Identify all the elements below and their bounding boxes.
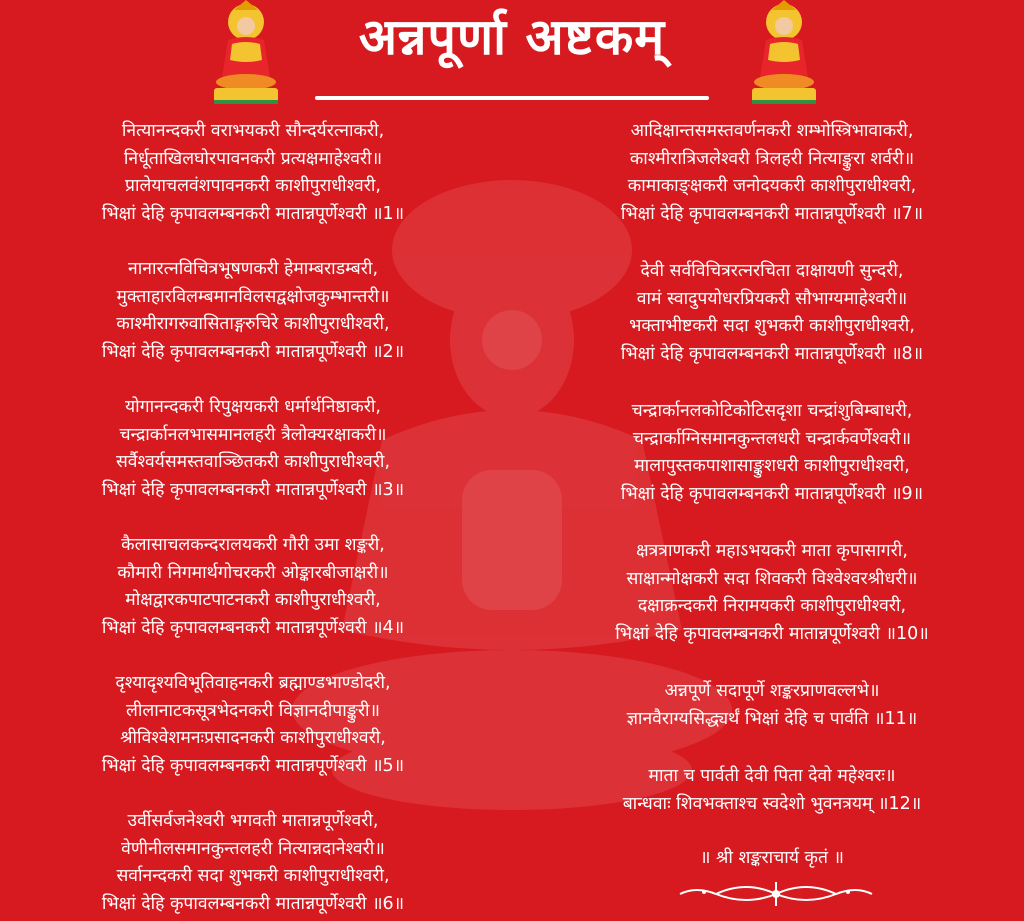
verse-line: दक्षाक्रन्दकरी निरामयकरी काशीपुराधीश्वरी,	[637, 596, 907, 616]
verse-line: भिक्षां देहि कृपावलम्बनकरी मातान्नपूर्णेश्वरी ॥7॥	[620, 203, 924, 224]
verse-line: दृश्यादृश्यविभूतिवाहनकरी ब्रह्माण्डभाण्डोदरी,	[115, 673, 391, 693]
verse-line: चन्द्रार्कानलकोटिकोटिसदृशा चन्द्रांशुबिम्बाधरी,	[631, 401, 913, 421]
verse-line: बान्धवाः शिवभक्ताश्च स्वदेशो भुवनत्रयम् ॥12॥	[622, 793, 922, 814]
verse-line: मुक्ताहारविलम्बमानविलसद्वक्षोजकुम्भान्तरी॥	[116, 286, 390, 307]
verse-line: नानारत्नविचित्रभूषणकरी हेमाम्बराडम्बरी,	[127, 259, 379, 279]
verse-line: भक्ताभीष्टकरी सदा शुभकरी काशीपुराधीश्वरी,	[629, 316, 915, 336]
verse-line: श्रीविश्वेशमनःप्रसादनकरी काशीपुराधीश्वरी,	[120, 728, 386, 748]
stanza-4	[18, 532, 488, 642]
verse-line: देवी सर्वविचित्ररत्नरचिता दाक्षायणी सुन्दरी,	[640, 261, 904, 281]
verse-line: क्षत्रत्राणकरी महाऽभयकरी माता कृपासागरी,	[636, 541, 908, 561]
author-signature: ॥ श्री शङ्कराचार्य कृतं ॥	[699, 848, 844, 868]
stanza-2	[18, 256, 488, 366]
right-column	[537, 118, 1007, 848]
verse-line: निर्धूताखिलघोरपावनकरी प्रत्यक्षमाहेश्वरी॥	[123, 148, 383, 169]
verse-line: भिक्षां देहि कृपावलम्बनकरी मातान्नपूर्णेश्वरी ॥4॥	[101, 617, 405, 638]
verse-line: लीलानाटकसूत्रभेदनकरी विज्ञानदीपाङ्कुरी॥	[125, 700, 381, 721]
verse-line: मालापुस्तकपाशासाङ्कुशधरी काशीपुराधीश्वरी,	[634, 456, 910, 476]
stanza-12	[537, 763, 1007, 818]
verse-line: काश्मीरात्रिजलेश्वरी त्रिलहरी नित्याङ्कुरा शर्वरी॥	[629, 148, 915, 169]
verse-line: भिक्षां देहि कृपावलम्बनकरी मातान्नपूर्णेश्वरी ॥5॥	[101, 755, 405, 776]
decorative-flourish	[676, 876, 876, 912]
verse-line: भिक्षां देहि कृपावलम्बनकरी मातान्नपूर्णेश्वरी ॥6॥	[101, 893, 405, 914]
verse-line: उर्वीसर्वजनेश्वरी भगवती मातान्नपूर्णेश्वरी,	[127, 811, 379, 831]
verse-line: भिक्षां देहि कृपावलम्बनकरी मातान्नपूर्णेश्वरी ॥10॥	[615, 623, 929, 644]
verse-line: ज्ञानवैराग्यसिद्ध्यर्थं भिक्षां देहि च पार्वति ॥11॥	[626, 708, 918, 729]
title-underline	[315, 96, 709, 100]
stanza-6	[18, 808, 488, 918]
verse-line: वेणीनीलसमानकुन्तलहरी नित्यान्नदानेश्वरी॥	[121, 838, 385, 859]
stanza-8	[537, 258, 1007, 368]
stanza-3	[18, 394, 488, 504]
stanza-9	[537, 398, 1007, 508]
verse-line: भिक्षां देहि कृपावलम्बनकरी मातान्नपूर्णेश्वरी ॥1॥	[101, 203, 405, 224]
verse-line: चन्द्रार्काग्निसमानकुन्तलधरी चन्द्रार्कवर्णेश्वरी॥	[632, 428, 912, 449]
annapurna-deity-image-right	[744, 0, 824, 106]
verse-line: वामं स्वादुपयोधरप्रियकरी सौभाग्यमाहेश्वरी॥	[636, 288, 908, 309]
left-column	[18, 118, 488, 918]
stanza-7	[537, 118, 1007, 228]
verse-line: सर्वैश्वर्यसमस्तवाञ्छितकरी काशीपुराधीश्वरी,	[115, 452, 391, 472]
page-title: अन्नपूर्णा अष्टकम्	[358, 8, 666, 66]
stanza-10	[537, 538, 1007, 648]
stanza-1	[18, 118, 488, 228]
verse-line: नित्यानन्दकरी वराभयकरी सौन्दर्यरत्नाकरी,	[121, 121, 385, 141]
verse-line: साक्षान्मोक्षकरी सदा शिवकरी विश्वेश्वरश्रीधरी॥	[626, 568, 918, 589]
verse-line: कौमारी निगमार्थगोचरकरी ओङ्कारबीजाक्षरी॥	[117, 562, 389, 583]
verse-line: माता च पार्वती देवी पिता देवो महेश्वरः॥	[648, 766, 896, 786]
stanza-11	[537, 678, 1007, 733]
stanza-5	[18, 670, 488, 780]
verse-line: आदिक्षान्तसमस्तवर्णनकरी शम्भोस्त्रिभावाकरी,	[630, 121, 914, 141]
verse-line: अन्नपूर्णे सदापूर्णे शङ्करप्राणवल्लभे॥	[664, 681, 880, 701]
verse-line: चन्द्रार्कानलभासमानलहरी त्रैलोक्यरक्षाकरी॥	[119, 424, 387, 445]
verse-line: कैलासाचलकन्दरालयकरी गौरी उमा शङ्करी,	[121, 535, 385, 555]
verse-line: काश्मीरागरुवासिताङ्गरुचिरे काशीपुराधीश्वरी,	[116, 314, 390, 334]
verse-line: भिक्षां देहि कृपावलम्बनकरी मातान्नपूर्णेश्वरी ॥2॥	[101, 341, 405, 362]
verse-line: मोक्षद्वारकपाटपाटनकरी काशीपुराधीश्वरी,	[125, 590, 381, 610]
verse-line: भिक्षां देहि कृपावलम्बनकरी मातान्नपूर्णेश्वरी ॥3॥	[101, 479, 405, 500]
verse-line: सर्वानन्दकरी सदा शुभकरी काशीपुराधीश्वरी,	[116, 866, 390, 886]
verse-line: कामाकाङ्क्षकरी जनोदयकरी काशीपुराधीश्वरी,	[627, 176, 917, 196]
verse-line: भिक्षां देहि कृपावलम्बनकरी मातान्नपूर्णेश्वरी ॥8॥	[620, 343, 924, 364]
verse-line: प्रालेयाचलवंशपावनकरी काशीपुराधीश्वरी,	[124, 176, 381, 196]
verse-line: भिक्षां देहि कृपावलम्बनकरी मातान्नपूर्णेश्वरी ॥9॥	[620, 483, 924, 504]
verse-line: योगानन्दकरी रिपुक्षयकरी धर्मार्थनिष्ठाकरी,	[125, 397, 381, 417]
header	[0, 0, 1024, 110]
